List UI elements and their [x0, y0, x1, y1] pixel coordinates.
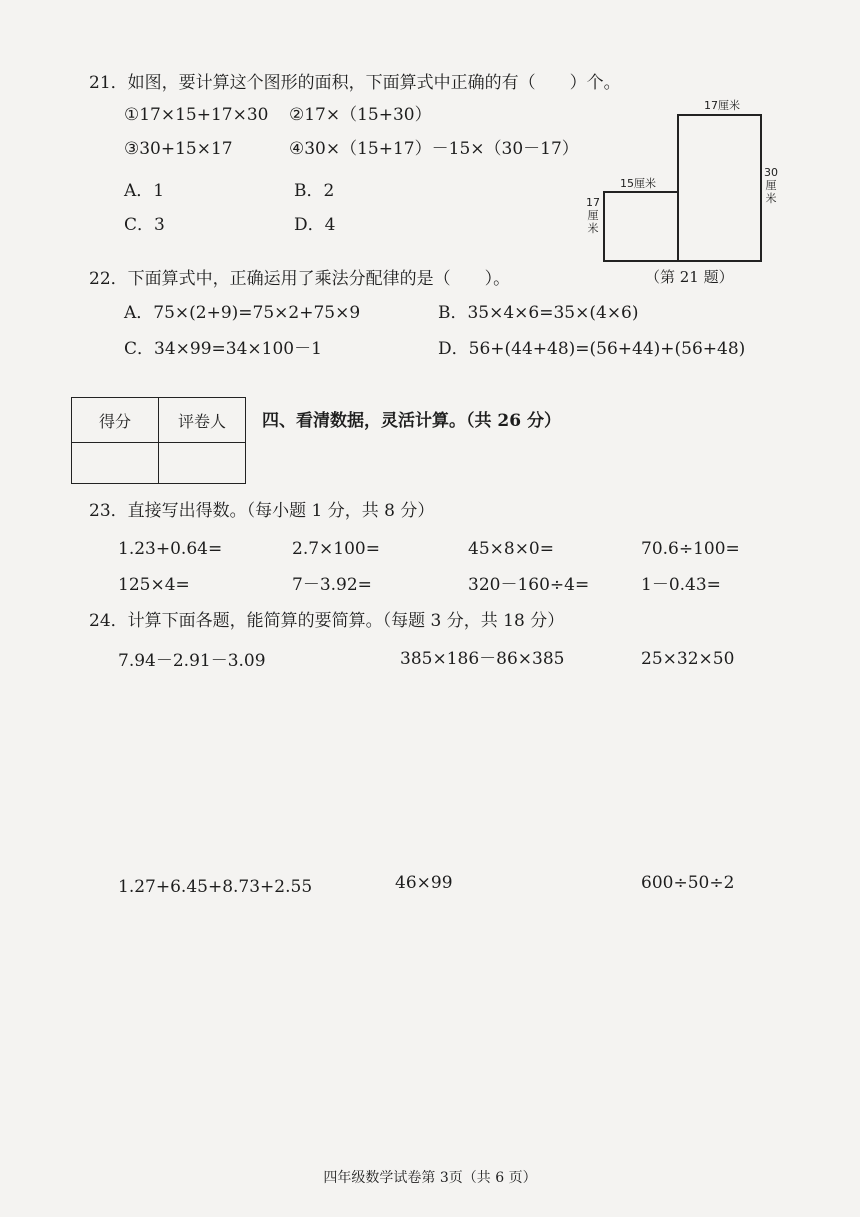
q23-stem: 23．直接写出得数。（每小题 1 分，共 8 分）: [89, 501, 435, 521]
figure-right-label: 30厘米: [764, 166, 778, 205]
q21-option-3: ③30+15×17: [124, 139, 233, 159]
score-header: 得分: [72, 398, 159, 443]
q23-item: 45×8×0=: [468, 539, 554, 559]
page-footer: 四年级数学试卷第 3页（共 6 页）: [323, 1170, 537, 1186]
q21-figure: [600, 110, 770, 270]
q21-choice-b: B．2: [294, 181, 335, 201]
score-box: [71, 397, 246, 484]
q22-choice-d: D．56+(44+48)=(56+44)+(56+48): [438, 339, 746, 359]
q23-item: 7－3.92=: [292, 575, 372, 595]
q24-item: 385×186－86×385: [400, 649, 565, 669]
q24-item: 25×32×50: [641, 649, 735, 669]
q21-option-1: ①17×15+17×30: [124, 105, 269, 125]
short-rectangle: [604, 192, 678, 261]
q22-stem: 22．下面算式中，正确运用了乘法分配律的是（ ）。: [89, 269, 511, 289]
q21-stem: 21．如图，要计算这个图形的面积，下面算式中正确的有（ ）个。: [89, 73, 621, 93]
q24-stem: 24．计算下面各题，能简算的要简算。（每题 3 分，共 18 分）: [89, 611, 565, 631]
score-cell[interactable]: [72, 443, 159, 484]
q24-item: 7.94－2.91－3.09: [118, 651, 266, 671]
q22-choice-a: A．75×(2+9)=75×2+75×9: [124, 303, 361, 323]
q21-option-2: ②17×（15+30）: [289, 105, 432, 125]
q23-item: 1.23+0.64=: [118, 539, 223, 559]
grader-cell[interactable]: [159, 443, 246, 484]
figure-caption: （第 21 题）: [645, 268, 734, 286]
q22-choice-c: C．34×99=34×100－1: [124, 339, 322, 359]
q21-option-4: ④30×（15+17）－15×（30－17）: [289, 139, 579, 159]
section-4-title: 四、看清数据，灵活计算。（共 26 分）: [262, 411, 561, 431]
q21-choice-d: D．4: [294, 215, 336, 235]
grader-header: 评卷人: [159, 398, 246, 443]
q23-item: 320－160÷4=: [468, 575, 590, 595]
q22-choice-b: B．35×4×6=35×(4×6): [438, 303, 639, 323]
q23-item: 70.6÷100=: [641, 539, 740, 559]
q23-item: 1－0.43=: [641, 575, 721, 595]
tall-rectangle: [678, 115, 761, 261]
q23-item: 125×4=: [118, 575, 190, 595]
q24-item: 46×99: [395, 873, 453, 893]
q21-choice-c: C．3: [124, 215, 165, 235]
q24-item: 1.27+6.45+8.73+2.55: [118, 877, 313, 897]
figure-top-label: 17厘米: [704, 99, 740, 112]
q23-item: 2.7×100=: [292, 539, 380, 559]
q21-choice-a: A．1: [124, 181, 165, 201]
q24-item: 600÷50÷2: [641, 873, 735, 893]
figure-left-top-label: 15厘米: [620, 177, 656, 190]
figure-left-label: 17厘米: [586, 196, 600, 235]
